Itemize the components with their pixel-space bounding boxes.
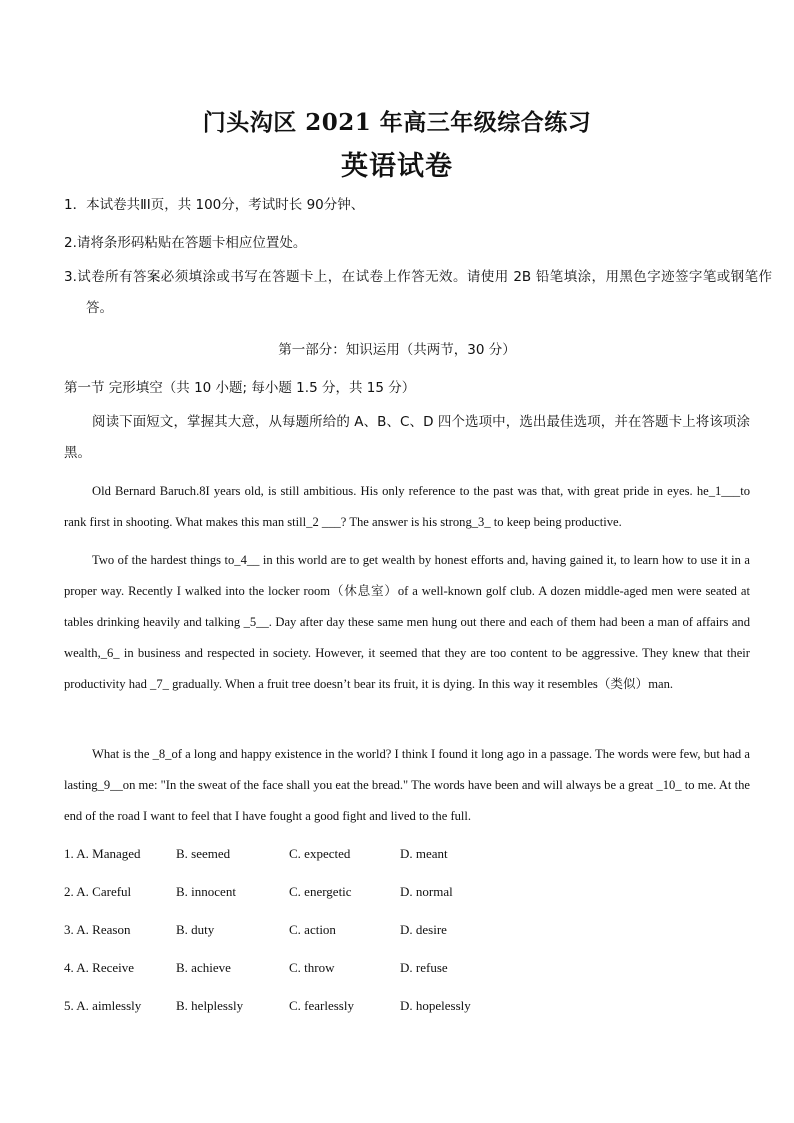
option-c: C. expected [289, 846, 351, 861]
section-directions: 阅读下面短文，掌握其大意，从每题所给的 A、B、C、D 四个选项中，选出最佳选项，并在答题卡上将该项涂黑。 [64, 414, 750, 461]
section-heading: 第一节 完形填空（共 10 小题; 每小题 1.5 分，共 15 分） [64, 380, 416, 396]
option-c: C. energetic [289, 884, 352, 899]
option-a: 5. A. aimlessly [64, 998, 142, 1013]
instruction-2: 2.请将条形码粘贴在答题卡相应位置处。 [64, 235, 307, 251]
passage-paragraph-3: What is the _8_of a long and happy existence in the world? I think I found it long ago in a passage. The words were few, but had a lasting_9__on me: "In the sweat of the face shall you eat the bread." The words have been and will always be a great _10_ to me. At the end of the road I want to feel that I have fought a good fight and lived to the full. [64, 747, 750, 823]
passage-paragraph-2: Two of the hardest things to_4__ in this world are to get wealth by honest efforts and, having gained it, to learn how to use it in a proper way. Recently I walked into the locker room（休息室）of a well-known golf club. A dozen middle-aged men were seated at tables drinking heavily and talking _5__. Day after day these same men hung out there and each of them had been a man of affairs and wealth,_6_ in business and respected in society. However, it seemed that they are too content to be aggressive. They knew that their productivity had _7_ gradually. When a fruit tree doesn’t bear its fruit, it is dying. In this way it resembles（类似）man. [64, 553, 750, 691]
exam-title: 门头沟区 2021 年高三年级综合练习 [202, 109, 592, 136]
option-a: 2. A. Careful [64, 884, 132, 899]
option-d: D. meant [400, 846, 448, 861]
option-b: B. achieve [176, 960, 231, 975]
option-b: B. innocent [176, 884, 236, 899]
option-c: C. fearlessly [289, 998, 354, 1013]
option-a: 3. A. Reason [64, 922, 131, 937]
option-a: 4. A. Receive [64, 960, 135, 975]
option-d: D. normal [400, 884, 453, 899]
option-b: B. helplessly [176, 998, 244, 1013]
option-c: C. action [289, 922, 336, 937]
option-d: D. desire [400, 922, 447, 937]
option-b: B. duty [176, 922, 215, 937]
option-d: D. refuse [400, 960, 448, 975]
option-c: C. throw [289, 960, 335, 975]
option-a: 1. A. Managed [64, 846, 141, 861]
part-heading: 第一部分：知识运用（共两节，30 分） [278, 342, 516, 358]
option-b: B. seemed [176, 846, 231, 861]
exam-subtitle: 英语试卷 [341, 151, 453, 182]
instruction-3: 3.试卷所有答案必须填涂或书写在答题卡上，在试卷上作答无效。请使用 2B 铅笔填涂，用黑色字迹签字笔或钢笔作答。 [64, 269, 772, 316]
instruction-1: 1．本试卷共ⅡI页，共 100分，考试时长 90分钟、 [64, 197, 365, 213]
passage-paragraph-1: Old Bernard Baruch.8I years old, is still ambitious. His only reference to the past was that, with great pride in eyes. he_1___to rank first in shooting. What makes this man still_2 ___? The answer is his strong_3_ to keep being productive. [64, 484, 750, 529]
option-d: D. hopelessly [400, 998, 471, 1013]
